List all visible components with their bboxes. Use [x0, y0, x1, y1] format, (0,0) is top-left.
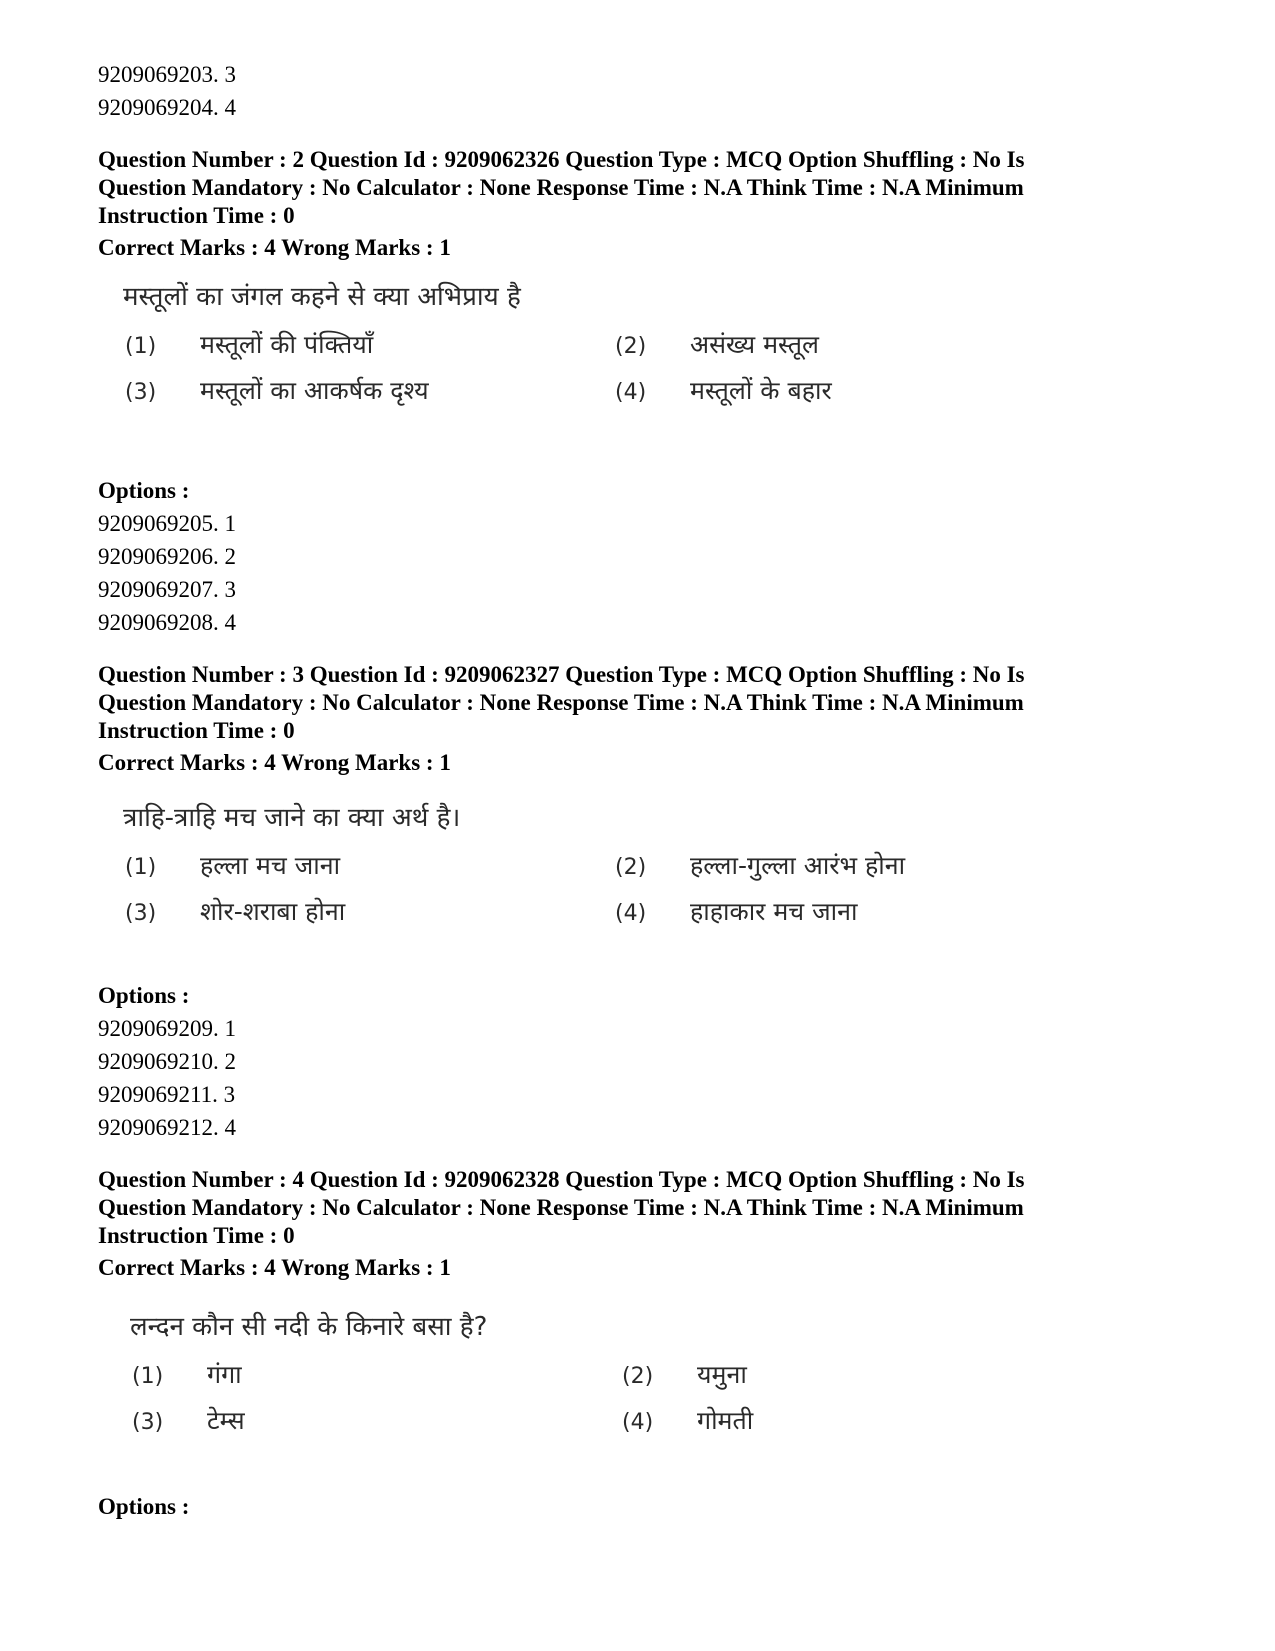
- choices-grid: [123, 849, 1208, 931]
- option-line: 9209069203. 3: [98, 62, 236, 87]
- choice-4: (4) मस्तूलों के बहार: [615, 376, 832, 405]
- option-line: 9209069206. 2: [98, 544, 236, 569]
- option-line: 9209069211. 3: [98, 1082, 236, 1107]
- question-block-2: [98, 146, 1208, 639]
- option-line: 9209069207. 3: [98, 577, 236, 602]
- choice-1: (1) हल्ला मच जाना: [125, 851, 341, 880]
- choice-3: (3) टेम्स: [132, 1406, 245, 1435]
- question-text: त्राहि-त्राहि मच जाने का क्या अर्थ है।: [123, 803, 461, 833]
- question-text: लन्दन कौन सी नदी के किनारे बसा है?: [130, 1312, 488, 1342]
- question-image-content: [123, 801, 1208, 969]
- choice-4: (4) हाहाकार मच जाना: [615, 897, 858, 926]
- choice-1: (1) मस्तूलों की पंक्तियाँ: [125, 330, 374, 359]
- question-header: Question Number : 4 Question Id : 9209062328 Question Type : MCQ Option Shuffling : No Is Question Mandatory : No Calculator : None Response Time : N.A Think Time : N.A Minimum Instruction Time : 0: [98, 1167, 1025, 1248]
- choice-2: (2) हल्ला-गुल्ला आरंभ होना: [615, 851, 906, 880]
- options-label: Options :: [98, 1494, 190, 1519]
- choice-2: (2) असंख्य मस्तूल: [615, 330, 819, 359]
- question-image-content: [123, 280, 1208, 428]
- choices-grid: [130, 1358, 1208, 1440]
- question-header: Question Number : 3 Question Id : 9209062327 Question Type : MCQ Option Shuffling : No Is Question Mandatory : No Calculator : None Response Time : N.A Think Time : N.A Minimum Instruction Time : 0: [98, 662, 1025, 743]
- question-header: Question Number : 2 Question Id : 9209062326 Question Type : MCQ Option Shuffling : No Is Question Mandatory : No Calculator : None Response Time : N.A Think Time : N.A Minimum Instruction Time : 0: [98, 147, 1025, 228]
- document-page: [98, 58, 1208, 1523]
- option-line: 9209069210. 2: [98, 1049, 236, 1074]
- choice-1: (1) गंगा: [132, 1360, 242, 1389]
- choice-4: (4) गोमती: [622, 1406, 754, 1435]
- marks-line: Correct Marks : 4 Wrong Marks : 1: [98, 235, 451, 260]
- choice-2: (2) यमुना: [622, 1360, 747, 1389]
- options-list: [98, 507, 1208, 639]
- options-label: Options :: [98, 983, 190, 1008]
- question-block-4: [98, 1166, 1208, 1523]
- option-line: 9209069205. 1: [98, 511, 236, 536]
- question-text: मस्तूलों का जंगल कहने से क्या अभिप्राय है: [123, 282, 521, 312]
- top-options-list: [98, 58, 1208, 124]
- question-image-content: [130, 1310, 1208, 1482]
- option-line: 9209069208. 4: [98, 610, 236, 635]
- marks-line: Correct Marks : 4 Wrong Marks : 1: [98, 1255, 451, 1280]
- marks-line: Correct Marks : 4 Wrong Marks : 1: [98, 750, 451, 775]
- question-block-3: [98, 661, 1208, 1144]
- option-line: 9209069212. 4: [98, 1115, 236, 1140]
- choice-3: (3) शोर-शराबा होना: [125, 897, 346, 926]
- choices-grid: [123, 328, 1208, 410]
- option-line: 9209069204. 4: [98, 95, 236, 120]
- choice-3: (3) मस्तूलों का आकर्षक दृश्य: [125, 376, 429, 405]
- options-label: Options :: [98, 478, 190, 503]
- option-line: 9209069209. 1: [98, 1016, 236, 1041]
- options-list: [98, 1012, 1208, 1144]
